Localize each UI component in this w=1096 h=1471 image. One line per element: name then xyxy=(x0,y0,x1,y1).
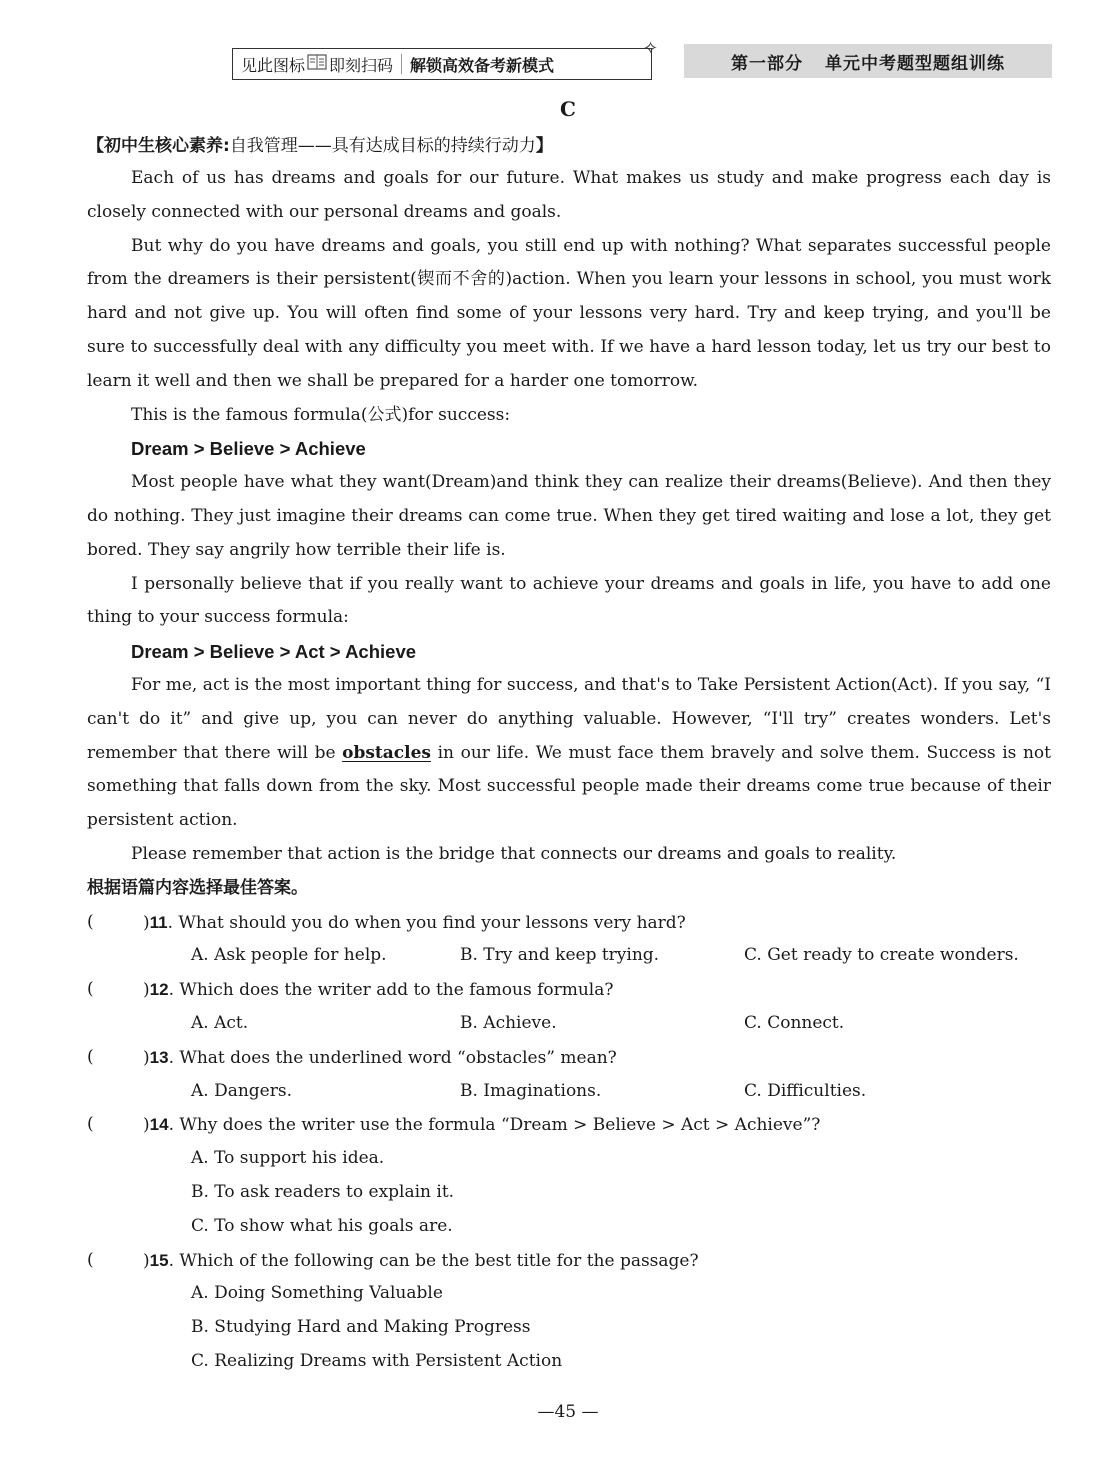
section-part: 第一部分 xyxy=(731,53,803,74)
options-12 xyxy=(87,1007,1051,1041)
option-a[interactable]: A. Act. xyxy=(191,1012,249,1033)
paragraph-6-after: in our life. We must face them bravely and solve them. Success is not something that falls down from the sky. Most successful people made their dreams come true because of their persistent action. xyxy=(87,742,1051,831)
page-number: —45 — xyxy=(537,1402,599,1422)
answer-blank-open[interactable]: ( xyxy=(87,911,94,932)
option-b[interactable]: B. Imaginations. xyxy=(460,1080,602,1101)
core-open-bracket: 【 xyxy=(87,136,104,156)
paragraph-6-before: For me, act is the most important thing for success, and that's to Take Persistent Action(Act). If you say, “I can't do it” and give up, you can never do anything valuable. However, “I'll try” creates wonders. Let's remember that there will be xyxy=(87,674,1051,763)
core-label: 初中生核心素养: xyxy=(104,136,230,156)
question-number: 15 xyxy=(149,1250,169,1270)
scan-icon xyxy=(307,54,327,74)
answer-blank-open[interactable]: ( xyxy=(87,1046,94,1067)
sparkle-icon: ✧ xyxy=(643,38,659,59)
option-a[interactable]: A. Dangers. xyxy=(191,1080,292,1101)
scan-promo-box xyxy=(232,48,652,80)
section-title: 单元中考题型题组训练 xyxy=(825,53,1005,74)
option-c[interactable]: C. Connect. xyxy=(744,1012,845,1033)
question-11 xyxy=(87,906,1051,940)
question-number: 12 xyxy=(149,980,169,1000)
option-a[interactable]: A. Doing Something Valuable xyxy=(191,1283,443,1304)
option-b[interactable]: B. Studying Hard and Making Progress xyxy=(191,1317,531,1338)
question-number: 13 xyxy=(149,1047,169,1067)
answer-blank-close: )15. Which of the following can be the best title for the passage? xyxy=(143,1250,699,1271)
formula-2: Dream > Believe > Act > Achieve xyxy=(131,641,417,663)
section-letter: C xyxy=(560,97,576,121)
answer-blank-close: )11. What should you do when you find your lessons very hard? xyxy=(143,912,686,933)
paragraph-5: I personally believe that if you really want to achieve your dreams and goals in life, you have to add one thing to your success formula: xyxy=(87,573,1051,628)
paragraph-3: This is the famous formula(公式)for success: xyxy=(131,404,511,425)
question-number: 11 xyxy=(149,912,168,932)
answer-blank-close: )14. Why does the writer use the formula “Dream > Believe > Act > Achieve”? xyxy=(143,1115,821,1136)
question-15 xyxy=(87,1244,1051,1278)
option-c[interactable]: C. To show what his goals are. xyxy=(191,1215,453,1236)
paragraph-4: Most people have what they want(Dream)and think they can realize their dreams(Believe). And then they do nothing. They just imagine their dreams can come true. When they get tired waiting and lose a lot, they get bored. They say angrily how terrible their life is. xyxy=(87,472,1051,560)
option-b[interactable]: B. Achieve. xyxy=(460,1012,557,1033)
option-b[interactable]: B. To ask readers to explain it. xyxy=(191,1181,455,1202)
question-text: . Why does the writer use the formula “Dream > Believe > Act > Achieve”? xyxy=(168,1115,821,1136)
core-text: 自我管理——具有达成目标的持续行动力 xyxy=(229,136,536,156)
question-12 xyxy=(87,973,1051,1007)
question-text: . Which does the writer add to the famous formula? xyxy=(168,980,614,1001)
option-c[interactable]: C. Get ready to create wonders. xyxy=(744,945,1019,966)
option-a[interactable]: A. To support his idea. xyxy=(191,1148,385,1169)
option-c[interactable]: C. Difficulties. xyxy=(744,1080,867,1101)
answer-blank-open[interactable]: ( xyxy=(87,1249,94,1270)
paragraph-7: Please remember that action is the bridge that connects our dreams and goals to reality. xyxy=(131,843,897,864)
core-literacy-line xyxy=(87,132,1051,162)
page-header xyxy=(232,38,1052,82)
paragraph-6 xyxy=(87,669,1051,838)
answer-blank-close: )13. What does the underlined word “obstacles” mean? xyxy=(143,1047,617,1068)
question-text: . What should you do when you find your lessons very hard? xyxy=(167,912,686,933)
option-b[interactable]: B. Try and keep trying. xyxy=(460,945,660,966)
instruction: 根据语篇内容选择最佳答案。 xyxy=(87,877,308,898)
scan-promo-text-3: 解锁高效备考新模式 xyxy=(410,55,555,75)
section-banner xyxy=(684,44,1052,78)
answer-blank-open[interactable]: ( xyxy=(87,979,94,1000)
option-c[interactable]: C. Realizing Dreams with Persistent Action xyxy=(191,1350,563,1371)
question-text: . What does the underlined word “obstacles” mean? xyxy=(168,1047,617,1068)
option-a[interactable]: A. Ask people for help. xyxy=(191,945,387,966)
options-11 xyxy=(87,939,1051,973)
question-14 xyxy=(87,1108,1051,1142)
scan-promo-text-2: 即刻扫码 xyxy=(329,55,394,75)
underlined-word: obstacles xyxy=(342,742,431,763)
options-13 xyxy=(87,1075,1051,1109)
passage-content xyxy=(87,132,1051,1379)
answer-blank-open[interactable]: ( xyxy=(87,1114,94,1135)
paragraph-1: Each of us has dreams and goals for our future. What makes us study and make progress each day is closely connected with our personal dreams and goals. xyxy=(87,168,1051,222)
answer-blank-close: )12. Which does the writer add to the famous formula? xyxy=(143,980,614,1001)
header-divider xyxy=(401,54,402,74)
paragraph-2: But why do you have dreams and goals, you still end up with nothing? What separates successful people from the dreamers is their persistent(锲而不舍的)action. When you learn your lessons in school, you must work hard and not give up. You will often find some of your lessons very hard. Try and keep trying, and you'll be sure to successfully deal with any difficulty you meet with. If we have a hard lesson today, let us try our best to learn it well and then we shall be prepared for a harder one tomorrow. xyxy=(87,235,1051,391)
formula-1: Dream > Believe > Achieve xyxy=(131,438,366,460)
question-number: 14 xyxy=(149,1115,169,1135)
scan-promo-text-1: 见此图标 xyxy=(241,55,306,75)
question-text: . Which of the following can be the best title for the passage? xyxy=(168,1250,699,1271)
question-13 xyxy=(87,1041,1051,1075)
core-close-bracket: 】 xyxy=(535,136,553,156)
